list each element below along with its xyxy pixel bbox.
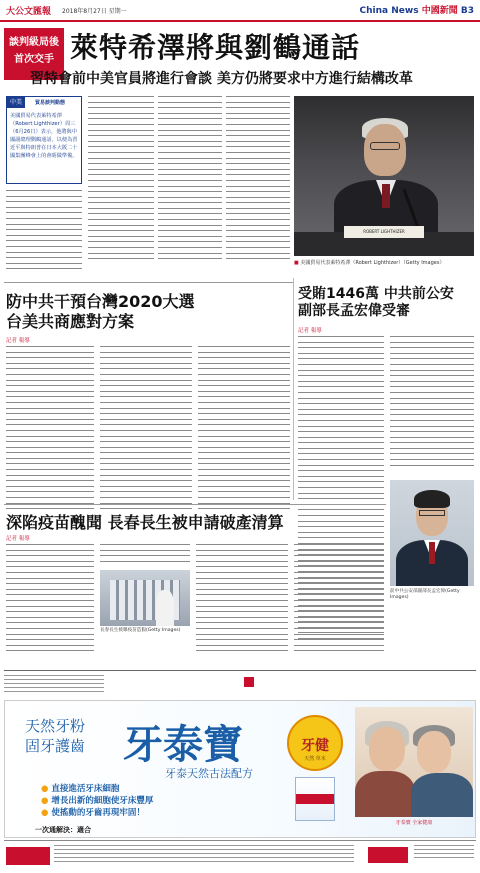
vaccine-worker	[156, 590, 174, 626]
photo3-caption: 長春長生被曝疫苗造假(Getty Images)	[100, 628, 181, 633]
ad-brand: 牙泰寶	[123, 722, 243, 768]
ad-strip-text	[4, 675, 104, 697]
footer-logo	[6, 847, 50, 865]
ad-badge-text: 牙健	[301, 738, 329, 754]
photo2-caption: 前中共公安部副部長孟宏偉(Getty Images)	[390, 589, 460, 600]
story2-headline-line-2: 台美共商應對方案	[6, 312, 135, 331]
story3-headline-line-1: 受賄1446萬 中共前公安	[298, 286, 454, 302]
sidebar-tag: 中美	[7, 97, 25, 108]
site-cn-label: 中國新聞	[421, 6, 458, 16]
rule-lead-bottom	[4, 282, 294, 283]
ad-bullet: ● 增長出新的細胞使牙床豐厚	[41, 795, 153, 807]
section-label	[360, 3, 474, 16]
rule-vertical-main	[293, 278, 294, 500]
ad-photo-figure-1-face	[369, 727, 405, 771]
footer-contact-text	[54, 845, 354, 865]
ad-tagline-2: 固牙護齒	[25, 737, 86, 755]
ad-product-stripe	[296, 794, 334, 804]
photo-nameplate: ROBERT LIGHTHIZER	[344, 226, 424, 238]
lead-text-col-4	[226, 96, 290, 264]
photo2-figure-hair	[414, 490, 450, 508]
photo1-caption: ■ 美國貿易代表萊特希澤（Robert Lighthizer）（Getty Images）	[294, 259, 474, 266]
footer	[4, 840, 476, 870]
ad-badge-icon	[287, 715, 343, 771]
story4-text-col-4	[294, 544, 384, 656]
story3-headline-line-2: 副部長孟宏偉受審	[298, 303, 410, 319]
paper-name: 大公文匯報	[6, 7, 52, 17]
lead-kicker-line-2: 首次交手	[14, 54, 54, 65]
story4-byline: 記者 報導	[6, 536, 30, 542]
sidebar-box	[6, 96, 82, 184]
vaccine-photo	[100, 570, 190, 626]
ad-buy-line: 一次通解決：適合	[35, 826, 91, 834]
ad-bullet: ● 使搖動的牙齒再現牢固！	[41, 807, 153, 819]
rule-story4-top	[4, 504, 386, 505]
photo-figure-tie	[382, 184, 390, 208]
footer-right-text	[414, 845, 474, 861]
date-line: 2018年8月27日 星期一	[62, 8, 127, 15]
ad-bullets	[41, 783, 153, 819]
lead-subheadline: 習特會前中美官員將進行會談 美方仍將要求中方進行結構改革	[30, 71, 413, 87]
ad-strip-logo	[244, 677, 254, 687]
sidebar-tag-text: 貿易談判動態	[35, 100, 66, 106]
story4-headline: 深陷疫苗醜聞 長春長生被申請破產清算	[6, 513, 284, 532]
lead-headline: 萊特希澤將與劉鶴通話	[70, 31, 361, 64]
ad-product-box	[295, 777, 335, 821]
site-label: China News	[359, 6, 419, 16]
story4-text-col-3	[196, 544, 288, 656]
ad-photo-figure-1-body	[355, 771, 415, 817]
ad-photo-caption: 牙泰寶 全家健康	[395, 820, 433, 826]
photo-figure-glasses	[370, 142, 400, 150]
sidebar-body: 美國貿易代表萊特希澤（Robert Lighthizer）周三（6月26日）表示，他將與中國副總理劉鶴通話，以便為習近平與特朗普在日本大阪二十國集團峰會上的會晤做準備。	[10, 113, 78, 159]
ad-bullet: ● 直接進活牙床細胞	[41, 783, 153, 795]
lead-text-col-2	[88, 96, 154, 264]
story2-text-col-2	[100, 346, 192, 514]
toothpowder-ad[interactable]	[4, 700, 476, 838]
lead-text-col-3	[158, 96, 222, 264]
lead-text-col-1	[6, 190, 82, 274]
story4-text-col-2	[100, 544, 190, 566]
ad-strip	[4, 670, 476, 698]
story2-byline: 記者 報導	[6, 338, 30, 344]
story2-text-col-3	[198, 346, 290, 514]
lead-kicker-line-1: 談判級局後	[9, 37, 59, 48]
footer-logo-2	[368, 847, 408, 863]
ad-photo-figure-2-face	[417, 731, 451, 773]
story3-byline: 記者 報導	[298, 328, 322, 334]
ad-couple-photo	[355, 707, 473, 817]
masthead	[0, 0, 480, 22]
meng-hongwei-photo	[390, 480, 474, 586]
ad-tagline-1: 天然牙粉	[25, 717, 86, 735]
photo-figure-head	[364, 124, 406, 176]
page-number: B3	[460, 6, 474, 16]
ad-photo-figure-2-body	[411, 773, 473, 817]
photo2-figure-tie	[429, 542, 435, 564]
photo2-figure-glasses	[419, 510, 445, 516]
ad-subbrand: 牙泰天然古法配方	[165, 767, 253, 780]
ad-badge-subtext: 天然 草本	[304, 756, 326, 762]
story2-headline-line-1: 防中共干預台灣2020大選	[6, 292, 195, 311]
story3-text-col-2	[390, 336, 474, 470]
lighthizer-photo	[294, 96, 474, 256]
story2-text-col-1	[6, 346, 94, 514]
story4-text-col-1	[6, 544, 94, 656]
